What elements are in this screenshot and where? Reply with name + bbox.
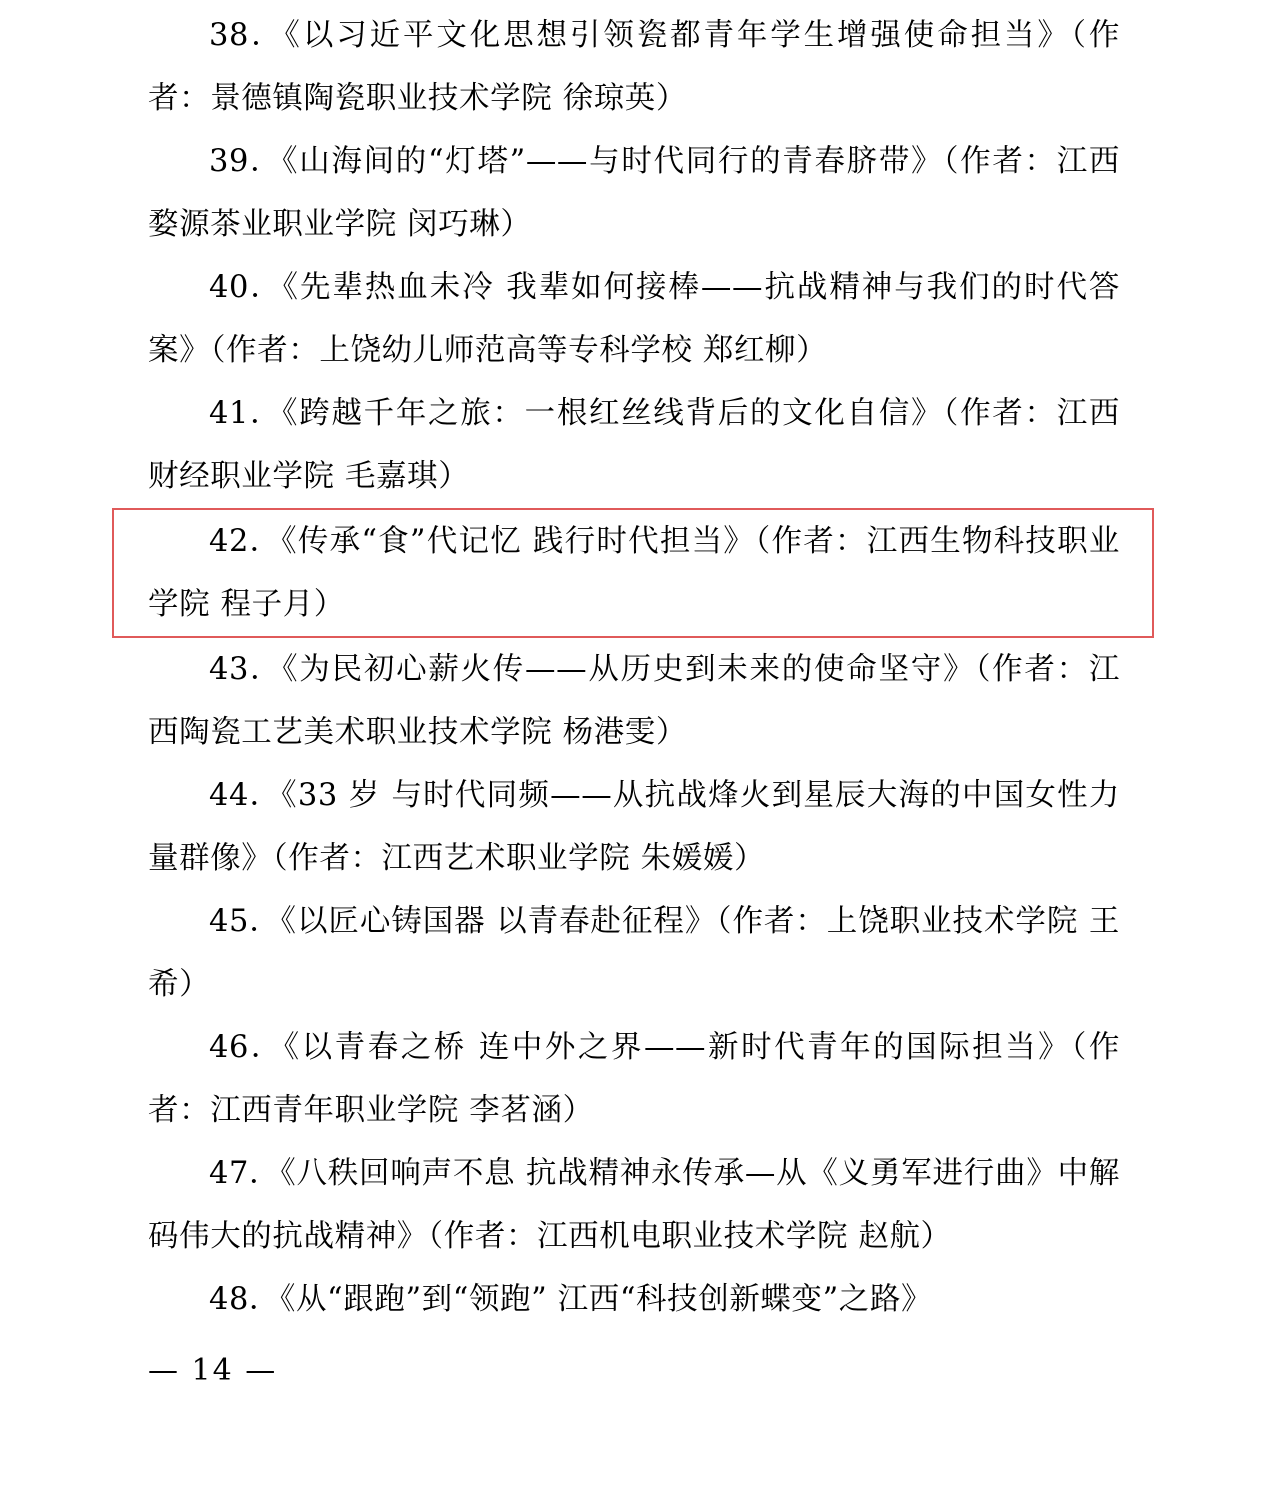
entry-item: 45．《以匠心铸国器 以青春赴征程》（作者：上饶职业技术学院 王希）: [148, 904, 1120, 1002]
entry-list: [148, 4, 1120, 1331]
entry-item: 41．《跨越千年之旅：一根红丝线背后的文化自信》（作者：江西财经职业学院 毛嘉琪）: [148, 396, 1120, 494]
entry-item: 44．《33 岁 与时代同频——从抗战烽火到星辰大海的中国女性力量群像》（作者：江西艺术职业学院 朱媛媛）: [148, 778, 1120, 876]
entry-item: 40．《先辈热血未冷 我辈如何接棒——抗战精神与我们的时代答案》（作者：上饶幼儿师范高等专科学校 郑红柳）: [148, 270, 1120, 368]
entry-item: 47．《八秩回响声不息 抗战精神永传承—从《义勇军进行曲》中解码伟大的抗战精神》（作者：江西机电职业技术学院 赵航）: [148, 1156, 1120, 1254]
entry-item: 38．《以习近平文化思想引领瓷都青年学生增强使命担当》（作者：景德镇陶瓷职业技术学院 徐琼英）: [148, 18, 1120, 116]
entry-item: 39．《山海间的“灯塔”——与时代同行的青春脐带》（作者：江西婺源茶业职业学院 闵巧琳）: [148, 144, 1120, 242]
entry-item-highlighted: 42．《传承“食”代记忆 践行时代担当》（作者：江西生物科技职业学院 程子月）: [112, 508, 1154, 638]
entry-item: 43．《为民初心薪火传——从历史到未来的使命坚守》（作者：江西陶瓷工艺美术职业技术学院 杨港雯）: [148, 652, 1120, 750]
entry-item: 46．《以青春之桥 连中外之界——新时代青年的国际担当》（作者：江西青年职业学院 李茗涵）: [148, 1030, 1120, 1128]
page-number: — 14 —: [148, 1353, 278, 1388]
entry-item: 48．《从“跟跑”到“领跑” 江西“科技创新蝶变”之路》: [209, 1282, 933, 1317]
